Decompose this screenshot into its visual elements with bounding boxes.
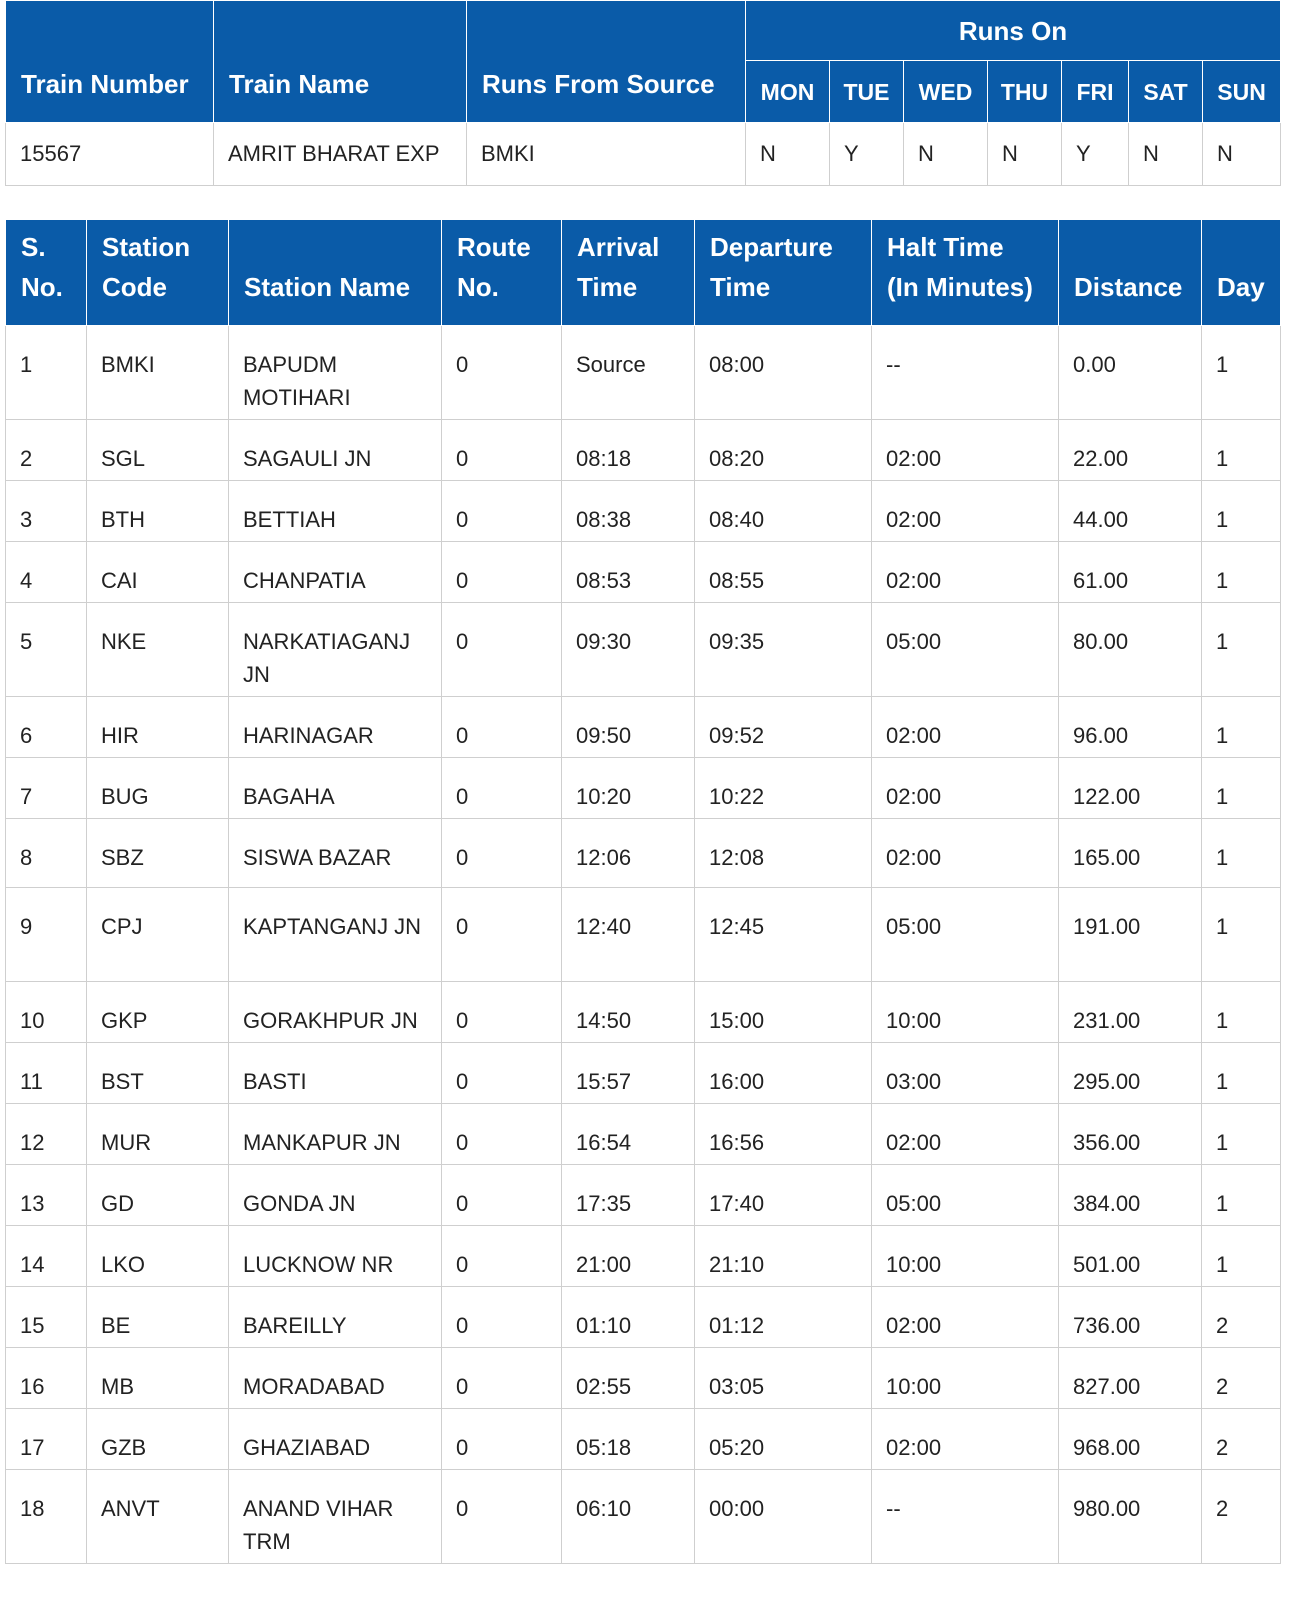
table-row — [6, 758, 1281, 819]
runs-fri: Y — [1062, 123, 1129, 186]
station-route: 0 — [442, 1165, 562, 1226]
station-code: CPJ — [87, 888, 229, 982]
table-row — [6, 888, 1281, 982]
station-name: CHANPATIA — [229, 542, 442, 603]
station-departure: 12:08 — [695, 819, 872, 888]
station-sno: 12 — [6, 1104, 87, 1165]
station-halt: 02:00 — [872, 481, 1059, 542]
station-day: 1 — [1202, 1104, 1281, 1165]
station-arrival: 15:57 — [562, 1043, 695, 1104]
station-route: 0 — [442, 542, 562, 603]
station-route: 0 — [442, 1470, 562, 1564]
col-route-no: Route No. — [442, 220, 562, 326]
col-station-code: Station Code — [87, 220, 229, 326]
col-day-fri: FRI — [1062, 61, 1129, 123]
station-day: 2 — [1202, 1409, 1281, 1470]
station-route: 0 — [442, 819, 562, 888]
station-halt: 02:00 — [872, 420, 1059, 481]
table-row — [6, 819, 1281, 888]
station-departure: 17:40 — [695, 1165, 872, 1226]
station-sno: 16 — [6, 1348, 87, 1409]
station-departure: 08:55 — [695, 542, 872, 603]
station-day: 2 — [1202, 1470, 1281, 1564]
station-distance: 80.00 — [1059, 603, 1202, 697]
station-arrival: 21:00 — [562, 1226, 695, 1287]
station-halt: -- — [872, 326, 1059, 420]
station-sno: 7 — [6, 758, 87, 819]
station-name: SISWA BAZAR — [229, 819, 442, 888]
station-day: 1 — [1202, 1043, 1281, 1104]
station-distance: 22.00 — [1059, 420, 1202, 481]
station-distance: 384.00 — [1059, 1165, 1202, 1226]
station-departure: 10:22 — [695, 758, 872, 819]
station-day: 1 — [1202, 982, 1281, 1043]
table-row — [6, 1104, 1281, 1165]
station-name: NARKATIAGANJ JN — [229, 603, 442, 697]
table-row — [6, 481, 1281, 542]
station-distance: 191.00 — [1059, 888, 1202, 982]
station-halt: -- — [872, 1470, 1059, 1564]
station-arrival: 09:30 — [562, 603, 695, 697]
station-name: BAGAHA — [229, 758, 442, 819]
station-route: 0 — [442, 1226, 562, 1287]
table-row — [6, 1226, 1281, 1287]
table-row — [6, 1409, 1281, 1470]
station-day: 1 — [1202, 481, 1281, 542]
table-row — [6, 542, 1281, 603]
station-halt: 05:00 — [872, 603, 1059, 697]
station-name: ANAND VIHAR TRM — [229, 1470, 442, 1564]
col-day: Day — [1202, 220, 1281, 326]
station-distance: 44.00 — [1059, 481, 1202, 542]
station-distance: 968.00 — [1059, 1409, 1202, 1470]
station-name: SAGAULI JN — [229, 420, 442, 481]
station-arrival: 09:50 — [562, 697, 695, 758]
station-arrival: 12:06 — [562, 819, 695, 888]
col-departure-time: Departure Time — [695, 220, 872, 326]
table-row — [6, 1165, 1281, 1226]
col-sno: S. No. — [6, 220, 87, 326]
station-arrival: 08:38 — [562, 481, 695, 542]
col-day-mon: MON — [746, 61, 830, 123]
station-halt: 03:00 — [872, 1043, 1059, 1104]
col-day-wed: WED — [904, 61, 988, 123]
station-halt: 10:00 — [872, 1226, 1059, 1287]
table-row — [6, 603, 1281, 697]
station-code: MUR — [87, 1104, 229, 1165]
station-code: MB — [87, 1348, 229, 1409]
train-number: 15567 — [6, 123, 214, 186]
station-code: SGL — [87, 420, 229, 481]
station-sno: 4 — [6, 542, 87, 603]
station-route: 0 — [442, 603, 562, 697]
station-sno: 3 — [6, 481, 87, 542]
station-route: 0 — [442, 1043, 562, 1104]
station-route: 0 — [442, 758, 562, 819]
station-distance: 61.00 — [1059, 542, 1202, 603]
station-arrival: 17:35 — [562, 1165, 695, 1226]
station-code: SBZ — [87, 819, 229, 888]
station-distance: 295.00 — [1059, 1043, 1202, 1104]
station-distance: 980.00 — [1059, 1470, 1202, 1564]
station-departure: 03:05 — [695, 1348, 872, 1409]
station-route: 0 — [442, 481, 562, 542]
station-departure: 16:00 — [695, 1043, 872, 1104]
station-name: GORAKHPUR JN — [229, 982, 442, 1043]
col-train-number: Train Number — [6, 1, 214, 123]
station-distance: 827.00 — [1059, 1348, 1202, 1409]
station-code: NKE — [87, 603, 229, 697]
train-source: BMKI — [467, 123, 746, 186]
station-sno: 2 — [6, 420, 87, 481]
table-row — [6, 326, 1281, 420]
station-code: ANVT — [87, 1470, 229, 1564]
station-day: 1 — [1202, 1165, 1281, 1226]
station-distance: 165.00 — [1059, 819, 1202, 888]
station-name: MANKAPUR JN — [229, 1104, 442, 1165]
station-distance: 231.00 — [1059, 982, 1202, 1043]
station-code: GKP — [87, 982, 229, 1043]
station-sno: 14 — [6, 1226, 87, 1287]
table-row — [6, 982, 1281, 1043]
station-route: 0 — [442, 697, 562, 758]
station-name: KAPTANGANJ JN — [229, 888, 442, 982]
station-arrival: 02:55 — [562, 1348, 695, 1409]
station-route: 0 — [442, 1409, 562, 1470]
station-route: 0 — [442, 982, 562, 1043]
station-sno: 1 — [6, 326, 87, 420]
station-day: 1 — [1202, 819, 1281, 888]
station-departure: 01:12 — [695, 1287, 872, 1348]
station-arrival: 16:54 — [562, 1104, 695, 1165]
station-arrival: 12:40 — [562, 888, 695, 982]
station-name: HARINAGAR — [229, 697, 442, 758]
station-departure: 08:20 — [695, 420, 872, 481]
runs-sat: N — [1129, 123, 1203, 186]
col-day-thu: THU — [988, 61, 1062, 123]
table-row — [6, 1043, 1281, 1104]
station-halt: 02:00 — [872, 1287, 1059, 1348]
col-train-name: Train Name — [214, 1, 467, 123]
station-day: 1 — [1202, 697, 1281, 758]
station-name: BAREILLY — [229, 1287, 442, 1348]
runs-mon: N — [746, 123, 830, 186]
station-distance: 356.00 — [1059, 1104, 1202, 1165]
station-arrival: 08:18 — [562, 420, 695, 481]
station-distance: 122.00 — [1059, 758, 1202, 819]
station-route: 0 — [442, 1287, 562, 1348]
station-name: MORADABAD — [229, 1348, 442, 1409]
table-row — [6, 420, 1281, 481]
station-departure: 16:56 — [695, 1104, 872, 1165]
station-day: 1 — [1202, 1226, 1281, 1287]
col-day-sat: SAT — [1129, 61, 1203, 123]
col-distance: Distance — [1059, 220, 1202, 326]
station-sno: 13 — [6, 1165, 87, 1226]
station-day: 1 — [1202, 603, 1281, 697]
station-code: BUG — [87, 758, 229, 819]
station-day: 1 — [1202, 542, 1281, 603]
station-day: 2 — [1202, 1348, 1281, 1409]
station-route: 0 — [442, 1104, 562, 1165]
table-row — [6, 1348, 1281, 1409]
col-station-name: Station Name — [229, 220, 442, 326]
station-code: BST — [87, 1043, 229, 1104]
schedule-table — [5, 219, 1281, 1564]
station-arrival: Source — [562, 326, 695, 420]
train-info-table — [5, 0, 1281, 186]
station-code: GD — [87, 1165, 229, 1226]
station-halt: 10:00 — [872, 982, 1059, 1043]
station-route: 0 — [442, 326, 562, 420]
station-departure: 15:00 — [695, 982, 872, 1043]
station-distance: 0.00 — [1059, 326, 1202, 420]
table-row — [6, 1287, 1281, 1348]
station-arrival: 10:20 — [562, 758, 695, 819]
station-day: 1 — [1202, 758, 1281, 819]
station-code: BMKI — [87, 326, 229, 420]
runs-thu: N — [988, 123, 1062, 186]
station-day: 1 — [1202, 326, 1281, 420]
station-arrival: 08:53 — [562, 542, 695, 603]
col-halt-time: Halt Time (In Minutes) — [872, 220, 1059, 326]
station-sno: 18 — [6, 1470, 87, 1564]
train-row — [6, 123, 1281, 186]
station-distance: 501.00 — [1059, 1226, 1202, 1287]
station-arrival: 14:50 — [562, 982, 695, 1043]
station-halt: 05:00 — [872, 888, 1059, 982]
table-row — [6, 1470, 1281, 1564]
station-halt: 05:00 — [872, 1165, 1059, 1226]
station-route: 0 — [442, 420, 562, 481]
train-name: AMRIT BHARAT EXP — [214, 123, 467, 186]
station-departure: 08:00 — [695, 326, 872, 420]
station-code: HIR — [87, 697, 229, 758]
station-departure: 09:35 — [695, 603, 872, 697]
station-day: 1 — [1202, 420, 1281, 481]
station-halt: 10:00 — [872, 1348, 1059, 1409]
station-code: CAI — [87, 542, 229, 603]
station-halt: 02:00 — [872, 1104, 1059, 1165]
station-departure: 09:52 — [695, 697, 872, 758]
station-departure: 00:00 — [695, 1470, 872, 1564]
station-arrival: 05:18 — [562, 1409, 695, 1470]
station-halt: 02:00 — [872, 697, 1059, 758]
station-code: LKO — [87, 1226, 229, 1287]
station-halt: 02:00 — [872, 819, 1059, 888]
station-day: 2 — [1202, 1287, 1281, 1348]
station-name: GHAZIABAD — [229, 1409, 442, 1470]
station-sno: 11 — [6, 1043, 87, 1104]
station-name: BAPUDM MOTIHARI — [229, 326, 442, 420]
col-runs-on: Runs On — [746, 1, 1281, 61]
table-row — [6, 697, 1281, 758]
station-code: BTH — [87, 481, 229, 542]
station-sno: 8 — [6, 819, 87, 888]
station-sno: 6 — [6, 697, 87, 758]
station-route: 0 — [442, 888, 562, 982]
station-departure: 05:20 — [695, 1409, 872, 1470]
station-sno: 15 — [6, 1287, 87, 1348]
station-arrival: 06:10 — [562, 1470, 695, 1564]
runs-sun: N — [1203, 123, 1281, 186]
station-name: BASTI — [229, 1043, 442, 1104]
station-distance: 736.00 — [1059, 1287, 1202, 1348]
station-name: GONDA JN — [229, 1165, 442, 1226]
station-code: BE — [87, 1287, 229, 1348]
col-arrival-time: Arrival Time — [562, 220, 695, 326]
station-halt: 02:00 — [872, 1409, 1059, 1470]
station-distance: 96.00 — [1059, 697, 1202, 758]
station-departure: 08:40 — [695, 481, 872, 542]
col-day-tue: TUE — [830, 61, 904, 123]
station-departure: 21:10 — [695, 1226, 872, 1287]
station-name: LUCKNOW NR — [229, 1226, 442, 1287]
station-halt: 02:00 — [872, 542, 1059, 603]
station-sno: 9 — [6, 888, 87, 982]
station-arrival: 01:10 — [562, 1287, 695, 1348]
col-runs-from-source: Runs From Source — [467, 1, 746, 123]
runs-wed: N — [904, 123, 988, 186]
station-sno: 17 — [6, 1409, 87, 1470]
station-departure: 12:45 — [695, 888, 872, 982]
station-name: BETTIAH — [229, 481, 442, 542]
station-halt: 02:00 — [872, 758, 1059, 819]
col-day-sun: SUN — [1203, 61, 1281, 123]
runs-tue: Y — [830, 123, 904, 186]
station-day: 1 — [1202, 888, 1281, 982]
station-sno: 10 — [6, 982, 87, 1043]
station-code: GZB — [87, 1409, 229, 1470]
station-sno: 5 — [6, 603, 87, 697]
station-route: 0 — [442, 1348, 562, 1409]
